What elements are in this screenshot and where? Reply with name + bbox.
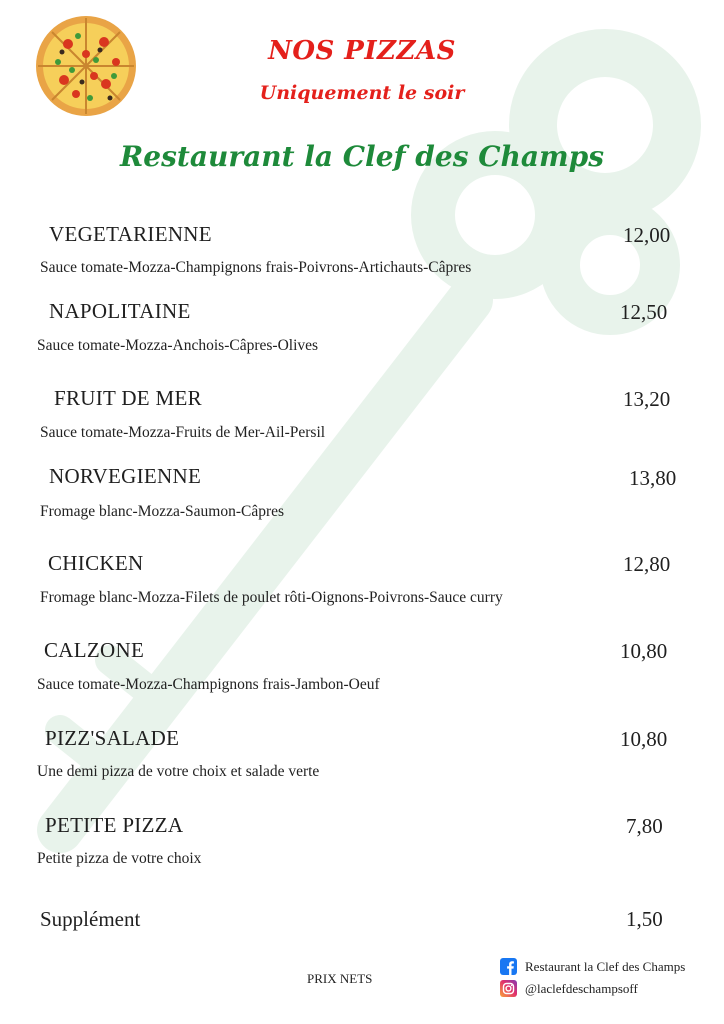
menu-item-price: 13,20 <box>623 387 671 411</box>
page-subtitle: Uniquement le soir <box>259 82 465 104</box>
menu-item-desc: Fromage blanc-Mozza-Filets de poulet rôti-Oignons-Poivrons-Sauce curry <box>40 589 503 606</box>
menu-item-price: 13,80 <box>629 466 677 490</box>
menu-item-price: 12,80 <box>623 552 671 576</box>
menu-item-price: 12,50 <box>620 300 668 324</box>
menu-item-name: CHICKEN <box>48 551 144 575</box>
menu-item-desc: Une demi pizza de votre choix et salade verte <box>37 763 320 780</box>
menu-item-name: PIZZ'SALADE <box>45 726 180 750</box>
menu-item-name: VEGETARIENNE <box>49 222 212 246</box>
menu-item-price: 10,80 <box>620 639 668 663</box>
menu-item-price: 12,00 <box>623 223 671 247</box>
facebook-link[interactable] <box>500 958 685 975</box>
facebook-icon <box>500 958 517 975</box>
menu-item-desc: Sauce tomate-Mozza-Anchois-Câpres-Olives <box>37 337 319 354</box>
menu-item-desc: Sauce tomate-Mozza-Champignons frais-Jambon-Oeuf <box>37 676 380 693</box>
instagram-label: @laclefdeschampsoff <box>525 980 638 996</box>
menu-item-desc: Petite pizza de votre choix <box>37 850 202 867</box>
instagram-icon <box>500 980 517 997</box>
menu-item-name: CALZONE <box>44 638 145 662</box>
prix-nets-note: PRIX NETS <box>307 971 373 986</box>
menu-item-name: NORVEGIENNE <box>49 464 202 488</box>
supplement-price: 1,50 <box>626 907 663 931</box>
supplement-label: Supplément <box>40 907 141 931</box>
menu-item-desc: Fromage blanc-Mozza-Saumon-Câpres <box>40 503 285 520</box>
menu-item-price: 7,80 <box>626 814 663 838</box>
menu-item-name: NAPOLITAINE <box>49 299 191 323</box>
instagram-link[interactable] <box>500 980 638 997</box>
facebook-label: Restaurant la Clef des Champs <box>525 958 686 974</box>
restaurant-name: Restaurant la Clef des Champs <box>120 140 604 173</box>
menu-item-price: 10,80 <box>620 727 668 751</box>
page-title: NOS PIZZAS <box>268 36 456 66</box>
menu-item-desc: Sauce tomate-Mozza-Champignons frais-Poivrons-Artichauts-Câpres <box>40 259 472 276</box>
menu-item-name: PETITE PIZZA <box>45 813 184 837</box>
menu-item-name: FRUIT DE MER <box>54 386 202 410</box>
menu-item-desc: Sauce tomate-Mozza-Fruits de Mer-Ail-Persil <box>40 424 326 441</box>
